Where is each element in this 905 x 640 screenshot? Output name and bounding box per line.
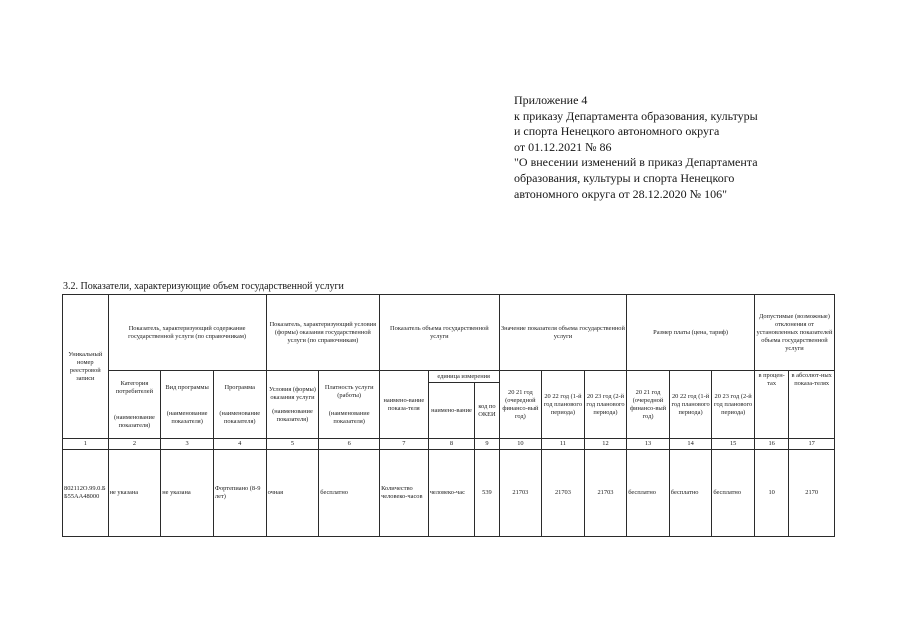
cell-category: не указана bbox=[108, 450, 161, 537]
header-unit-name: наимено-вание bbox=[428, 383, 475, 439]
column-number: 11 bbox=[542, 439, 585, 450]
cell-fee-2021: бесплатно bbox=[627, 450, 670, 537]
column-number: 3 bbox=[161, 439, 214, 450]
header-kind bbox=[161, 371, 214, 439]
cell-value-2021: 21703 bbox=[499, 450, 542, 537]
appendix-line: и спорта Ненецкого автономного округа bbox=[514, 124, 720, 139]
appendix-line: от 01.12.2021 № 86 bbox=[514, 139, 612, 154]
section-title: 3.2. Показатели, характеризующие объем государственной услуги bbox=[63, 281, 344, 292]
header-paid-note: (наименование показателя) bbox=[328, 409, 370, 425]
header-deviation-percent: в процен-тах bbox=[754, 371, 788, 439]
header-value-2023: 20 23 год (2-й год планового периода) bbox=[584, 371, 627, 439]
header-content-group: Показатель, характеризующий содержание государственной услуги (по справочникам) bbox=[108, 295, 266, 371]
header-fee-2022: 20 22 год (1-й год планового периода) bbox=[669, 371, 712, 439]
appendix-header bbox=[514, 93, 814, 202]
header-unique-number: Уникальный номер реестровой записи bbox=[63, 295, 109, 439]
cell-okei: 539 bbox=[475, 450, 499, 537]
cell-value-2022: 21703 bbox=[542, 450, 585, 537]
header-deviation-group: Допустимые (возможные) отклонения от установленных показателей объема государственной услуги bbox=[754, 295, 834, 371]
cell-value-2023: 21703 bbox=[584, 450, 627, 537]
cell-indicator: Количество человеко-часов bbox=[380, 450, 429, 537]
cell-paid: бесплатно bbox=[319, 450, 380, 537]
column-number: 17 bbox=[789, 439, 835, 450]
column-number: 7 bbox=[380, 439, 429, 450]
header-unit-group: единица измерения bbox=[428, 371, 499, 383]
column-number: 15 bbox=[712, 439, 755, 450]
header-paid bbox=[319, 371, 380, 439]
header-conditions-group: Показатель, характеризующий условия (формы) оказания государственной услуги (по справочникам) bbox=[266, 295, 379, 371]
column-number: 9 bbox=[475, 439, 499, 450]
volume-indicators-table bbox=[62, 294, 835, 537]
header-kind-note: (наименование показателя) bbox=[166, 409, 208, 425]
header-program-label: Программа bbox=[224, 383, 256, 391]
column-number: 14 bbox=[669, 439, 712, 450]
column-number: 12 bbox=[584, 439, 627, 450]
header-conditions-note: (наименование показателя) bbox=[272, 407, 313, 423]
header-volume-group: Показатель объема государственной услуги bbox=[380, 295, 500, 371]
column-number: 4 bbox=[213, 439, 266, 450]
cell-unit: человеко-час bbox=[428, 450, 475, 537]
header-indicator-name: наимено-вание показа-теля bbox=[380, 371, 429, 439]
column-number: 5 bbox=[266, 439, 319, 450]
column-number: 1 bbox=[63, 439, 109, 450]
header-category-note: (наименование показателя) bbox=[114, 413, 155, 429]
header-category bbox=[108, 371, 161, 439]
header-fee-group: Размер платы (цена, тариф) bbox=[627, 295, 755, 371]
column-number: 10 bbox=[499, 439, 542, 450]
column-number: 8 bbox=[428, 439, 475, 450]
header-value-2022: 20 22 год (1-й год планового периода) bbox=[542, 371, 585, 439]
header-conditions bbox=[266, 371, 319, 439]
header-kind-label: Вид программы bbox=[165, 383, 209, 391]
cell-fee-2023: бесплатно bbox=[712, 450, 755, 537]
table-row bbox=[63, 450, 835, 537]
header-value-2021: 20 21 год (очередной финансо-вый год) bbox=[499, 371, 542, 439]
header-paid-label: Платность услуги (работы) bbox=[324, 383, 374, 399]
cell-fee-2022: бесплатно bbox=[669, 450, 712, 537]
cell-kind: не указана bbox=[161, 450, 214, 537]
appendix-line: Приложение 4 bbox=[514, 93, 588, 107]
header-program bbox=[213, 371, 266, 439]
header-fee-2021: 20 21 год (очередной финансо-вый год) bbox=[627, 371, 670, 439]
header-conditions-label: Условия (формы) оказания услуги bbox=[268, 385, 316, 401]
cell-program: Фортепиано (8-9 лет) bbox=[213, 450, 266, 537]
cell-deviation-absolute: 2170 bbox=[789, 450, 835, 537]
header-program-note: (наименование показателя) bbox=[219, 409, 261, 425]
cell-conditions: очная bbox=[266, 450, 319, 537]
header-deviation-absolute: в абсолют-ных показа-телях bbox=[789, 371, 835, 439]
column-number: 13 bbox=[627, 439, 670, 450]
appendix-line: "О внесении изменений в приказ Департамента bbox=[514, 155, 758, 170]
cell-registry-number: 802112О.99.0.ББ55АА48000 bbox=[63, 450, 109, 537]
cell-deviation-percent: 10 bbox=[754, 450, 788, 537]
column-number: 2 bbox=[108, 439, 161, 450]
header-fee-2023: 20 23 год (2-й год планового периода) bbox=[712, 371, 755, 439]
column-number: 16 bbox=[754, 439, 788, 450]
column-number: 6 bbox=[319, 439, 380, 450]
header-category-label: Категория потребителей bbox=[115, 379, 153, 395]
appendix-line: к приказу Департамента образования, культуры bbox=[514, 108, 758, 123]
appendix-line: образования, культуры и спорта Ненецкого bbox=[514, 170, 735, 185]
header-okei: код по ОКЕИ bbox=[475, 383, 499, 439]
header-value-group: Значение показателя объема государственной услуги bbox=[499, 295, 627, 371]
appendix-line: автономного округа от 28.12.2020 № 106" bbox=[514, 186, 727, 201]
